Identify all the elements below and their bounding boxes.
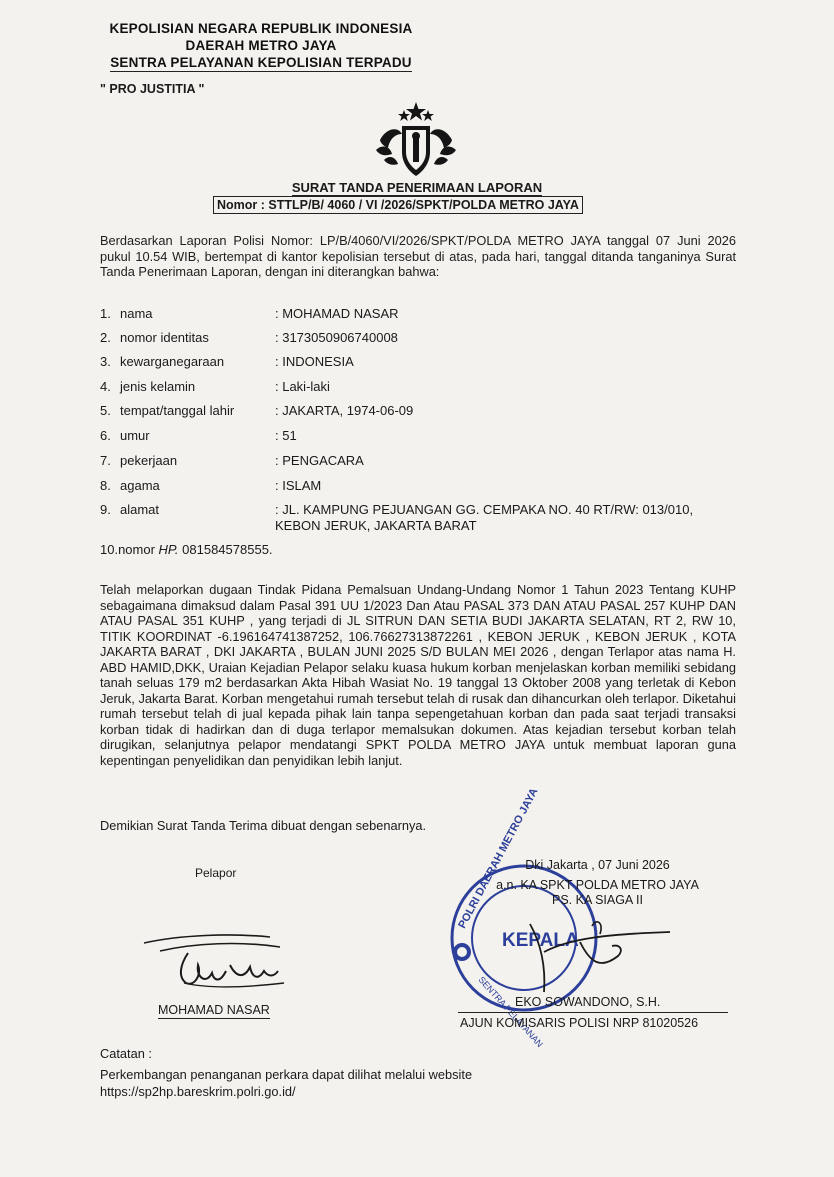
pro-justitia: " PRO JUSTITIA ": [100, 82, 205, 96]
field-number: 7.: [100, 453, 111, 468]
field-value: : JL. KAMPUNG PEJUANGAN GG. CEMPAKA NO. 40 RT/RW: 013/010, KEBON JERUK, JAKARTA BARAT: [275, 502, 694, 533]
stamp-ring-bottom: SENTRA PELAYANAN: [476, 974, 545, 1050]
field-number: 2.: [100, 330, 111, 345]
field-number: 3.: [100, 354, 111, 369]
field-label: nomor identitas: [120, 330, 209, 345]
field-number: 1.: [100, 306, 111, 321]
stamp-ring-top: POLRI DAERAH METRO JAYA: [456, 786, 541, 931]
notes-link[interactable]: https://sp2hp.bareskrim.polri.go.id/: [100, 1084, 296, 1099]
field-row-nama: [100, 306, 720, 322]
report-body-paragraph: Telah melaporkan dugaan Tindak Pidana Pemalsuan Undang-Undang Nomor 1 Tahun 2023 Tentang KUHP sebagaimana dimaksud dalam Pasal 391 UU 1/2023 Dan Atau PASAL 373 DAN ATAU PASAL 257 KUHP DAN ATAU PASAL 351 KUHP , yang terjadi di JL SITRUN DAN SETIA BUDI JAKARTA SELATAN, RT 2, RW 10, TITIK KOORDINAT -6.196164741387252, 106.76627313872261 , KEBON JERUK , KEBON JERUK , KOTA JAKARTA BARAT , DKI JAKARTA , BULAN JUNI 2025 S/D BULAN MEI 2026 , dengan Terlapor atas nama H. ABD HAMID,DKK, Uraian Kejadian Pelapor selaku kuasa hukum korban menjelaskan korban memiliki sebidang tanah seluas 179 m2 berdasarkan Akta Hibah Wasiat No. 19 tanggal 13 Oktober 2008 yang terletak di Kebon Jeruk, Jakarta Barat. Korban mengetahui rumah tersebut telah di rusak dan dihancurkan oleh terlapor. Diketahui rumah tersebut telah di jual kepada pihak lain tanpa sepengetahuan korban dan pada saat terjadi transaksi korban tidak di hadirkan dan di duga terlapor memalsukan dokumen. Atas kejadian tersebut korban telah dirugikan, selanjutnya pelapor mendatangi SPKT POLDA METRO JAYA untuk membuat laporan guna kepentingan penyelidikan dan penyidikan lebih lanjut.: [100, 582, 736, 768]
field-number: 5.: [100, 403, 111, 418]
field-label: tempat/tanggal lahir: [120, 403, 235, 418]
field-row-umur: [100, 428, 720, 444]
field-value: : MOHAMAD NASAR: [275, 306, 399, 321]
document-title-text: SURAT TANDA PENERIMAAN LAPORAN: [291, 180, 543, 195]
notes-section: [100, 1045, 472, 1100]
document-number: Nomor : STTLP/B/ 4060 / VI /2026/SPKT/POLDA METRO JAYA: [213, 196, 583, 214]
pelapor-signature-icon: [140, 925, 290, 995]
field-value: : INDONESIA: [275, 354, 354, 369]
field-row-jenis-kelamin: [100, 379, 720, 395]
hp-value: 081584578555.: [178, 542, 273, 557]
header-line-1: KEPOLISIAN NEGARA REPUBLIK INDONESIA: [109, 21, 413, 36]
pejabat-rank: AJUN KOMISARIS POLISI NRP 81020526: [460, 1016, 699, 1030]
field-number: 4.: [100, 379, 111, 394]
field-row-agama: [100, 478, 720, 494]
field-label: jenis kelamin: [120, 379, 196, 394]
field-value: : ISLAM: [275, 478, 322, 493]
intro-paragraph: Berdasarkan Laporan Polisi Nomor: LP/B/4060/VI/2026/SPKT/POLDA METRO JAYA tanggal 07 Juni 2026 pukul 10.54 WIB, bertempat di kantor kepolisian tersebut di atas, pada hari, tanggal ditanda tanganinya Surat Tanda Penerimaan Laporan, dengan ini diterangkan bahwa:: [100, 233, 736, 279]
header-line-3: SENTRA PELAYANAN KEPOLISIAN TERPADU: [110, 55, 412, 70]
notes-line-1: Perkembangan penanganan perkara dapat dilihat melalui website: [100, 1067, 473, 1082]
signature-divider: [458, 1012, 728, 1013]
place-date: Dki Jakarta , 07 Juni 2026: [525, 858, 670, 872]
field-row-nomor-identitas: [100, 330, 720, 346]
pejabat-name: EKO SOWANDONO, S.H.: [515, 995, 661, 1009]
field-number: 6.: [100, 428, 111, 443]
field-label: pekerjaan: [120, 453, 178, 468]
pejabat-signature-icon: [500, 912, 680, 1002]
field-row-tempat-tanggal-lahir: [100, 403, 720, 419]
field-label: umur: [120, 428, 150, 443]
agency-header: [100, 20, 422, 72]
pejabat-line-1: a.n. KA SPKT POLDA METRO JAYA: [496, 878, 699, 892]
document-title: [0, 180, 834, 195]
field-row-hp: [100, 542, 273, 557]
field-label: alamat: [120, 502, 160, 517]
field-number: 8.: [100, 478, 111, 493]
field-value: : PENGACARA: [275, 453, 364, 468]
hp-label: HP.: [158, 542, 179, 557]
field-label: kewarganegaraan: [120, 354, 225, 369]
field-number: 9.: [100, 502, 111, 517]
police-emblem-icon: [372, 100, 460, 182]
stamp-word: KEPALA: [502, 930, 579, 951]
pejabat-line-2: PS. KA SIAGA II: [551, 893, 643, 907]
field-row-kewarganegaraan: [100, 354, 720, 370]
field-value: : JAKARTA, 1974-06-09: [275, 403, 414, 418]
pelapor-label: Pelapor: [195, 866, 237, 880]
field-label: nama: [120, 306, 153, 321]
field-row-pekerjaan: [100, 453, 720, 469]
closing-statement: Demikian Surat Tanda Terima dibuat dengan sebenarnya.: [100, 818, 427, 833]
field-value: : Laki-laki: [275, 379, 330, 394]
header-line-2: DAERAH METRO JAYA: [185, 38, 337, 53]
field-value: : 3173050906740008: [275, 330, 398, 345]
pejabat-block: [470, 858, 725, 908]
notes-title: Catatan :: [100, 1046, 152, 1061]
pelapor-name: MOHAMAD NASAR: [158, 1003, 270, 1017]
hp-prefix: 10.nomor: [100, 542, 159, 557]
field-label: agama: [120, 478, 160, 493]
field-value: : 51: [275, 428, 297, 443]
field-row-alamat: [100, 502, 720, 533]
